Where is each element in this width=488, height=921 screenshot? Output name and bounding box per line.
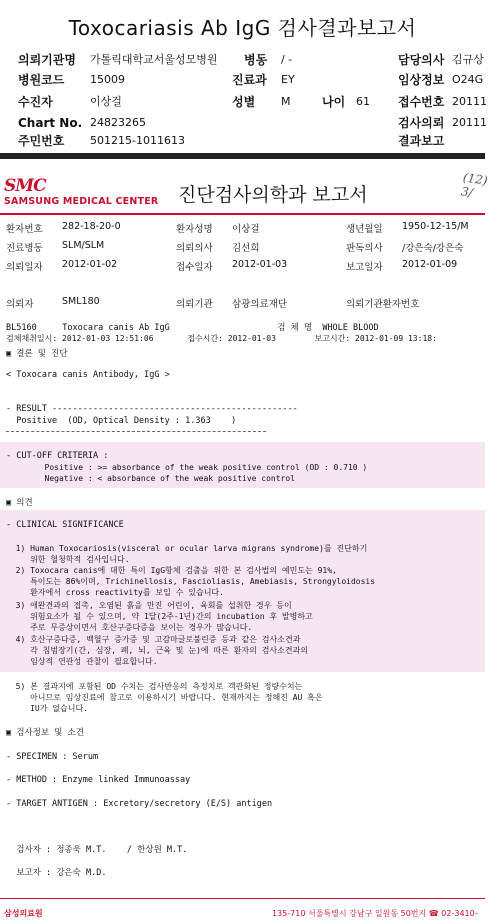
footer-org: 삼성의료원 bbox=[4, 909, 43, 918]
header-row-2 bbox=[18, 70, 484, 90]
label-department: 진료과 bbox=[232, 73, 267, 87]
clinical-item-5b: 아니므로 임상진료에 참고로 이용하시기 바랍니다. 현재까지는 정해진 AU 혹은 bbox=[6, 693, 323, 702]
label-resident-no: 주민번호 bbox=[18, 134, 65, 148]
label-sex: 성별 bbox=[232, 95, 256, 109]
handwritten-note: (12) 3/ bbox=[460, 170, 488, 200]
value-department: EY bbox=[281, 73, 295, 86]
value-birth-date: 1950-12-15/M bbox=[402, 221, 469, 232]
label-patient-no: 환자번호 bbox=[6, 224, 43, 235]
value-requesting-doctor: 김선희 bbox=[232, 243, 260, 254]
section-divider bbox=[0, 153, 485, 159]
value-patient-no: 282-18-20-0 bbox=[62, 221, 121, 232]
value-institution: 가톨릭대학교서울성모병원 bbox=[90, 53, 218, 66]
result-heading: - RESULT ------------------------------------------------ bbox=[6, 404, 298, 414]
label-institution-patient-no: 의뢰기관환자번호 bbox=[346, 299, 420, 310]
smc-center-name: SAMSUNG MEDICAL CENTER bbox=[4, 196, 159, 207]
result-positive: Positive (OD, Optical Density : 1.363 ) bbox=[6, 416, 237, 426]
label-requesting-doctor: 의뢰의사 bbox=[176, 243, 213, 254]
section-conclusion: ▣ 결론 및 진단 bbox=[6, 349, 68, 359]
value-sex: M bbox=[281, 95, 291, 108]
label-birth-date: 생년월일 bbox=[346, 224, 383, 235]
clinical-item-5a: 5) 본 결과지에 포함된 OD 수치는 검사반응의 측정치로 객관화된 정량수치는 bbox=[6, 682, 303, 691]
clinical-item-4b: 각 침범장기(간, 심장, 폐, 뇌, 근육 및 눈)에 따른 환자의 검사소견과의 bbox=[6, 646, 309, 655]
label-patient-name: 환자성명 bbox=[176, 224, 213, 235]
clinical-item-2c: 환자에서 cross reactivity를 보일 수 있습니다. bbox=[6, 588, 224, 597]
value-patient-name: 이상걸 bbox=[232, 224, 260, 235]
value-hospital-code: 15009 bbox=[90, 73, 125, 86]
label-clinical-info: 임상정보 bbox=[398, 73, 445, 87]
label-reading-doctor: 판독의사 bbox=[346, 243, 383, 254]
clinical-item-3a: 3) 애완견과의 접촉, 오염된 흙을 만진 어린이, 육회를 섭취한 경우 등이 bbox=[6, 601, 292, 610]
value-request-date: 2012-01-02 bbox=[62, 259, 118, 270]
cutoff-positive: Positive : >= absorbance of the weak positive control (OD : 0.710 ) bbox=[6, 463, 368, 472]
cutoff-heading: - CUT-OFF CRITERIA : bbox=[6, 451, 109, 461]
value-age: 61 bbox=[356, 95, 370, 108]
label-request-date: 의뢰일자 bbox=[6, 262, 43, 273]
clinical-item-1a: 1) Human Toxocariosis(visceral or ocular larva migrans syndrome)를 진단하기 bbox=[6, 544, 368, 553]
section-opinion: ▣ 의견 bbox=[6, 498, 33, 508]
specimen-line: - SPECIMEN : Serum bbox=[6, 752, 99, 762]
result-rule bbox=[6, 431, 266, 432]
clinical-item-3c: 주로 무증상이면서 호산구증다증을 보이는 경우가 많습니다. bbox=[6, 623, 253, 632]
label-requester: 의뢰자 bbox=[6, 299, 34, 310]
test-code-line: BL5160 Toxocara canis Ab IgG 검 체 명 WHOLE BLOOD bbox=[6, 323, 379, 333]
header-row-5 bbox=[18, 131, 445, 151]
label-report-date: 보고일자 bbox=[346, 262, 383, 273]
header-red-line bbox=[0, 213, 485, 215]
clinical-item-4c: 임상적 연관성 관찰이 필요합니다. bbox=[6, 657, 158, 666]
label-result-report: 결과보고 bbox=[398, 134, 445, 148]
value-doctor: 김규상 bbox=[452, 53, 484, 66]
label-hospital-code: 병원코드 bbox=[18, 73, 65, 87]
clinical-item-4a: 4) 호산구증다증, 백혈구 증가증 및 고감마글로불린증 등과 같은 검사소견과 bbox=[6, 635, 301, 644]
report-title: 진단검사의학과 보고서 bbox=[178, 184, 368, 206]
label-requesting-institution: 의뢰기관 bbox=[176, 299, 213, 310]
clinical-item-5c: IU가 없습니다. bbox=[6, 704, 88, 713]
antibody-heading: < Toxocara canis Antibody, IgG > bbox=[6, 370, 170, 380]
footer-address: 135-710 서울특별시 강남구 일원동 50번지 ☎ 02-3410- bbox=[272, 909, 478, 918]
reporter-line: 보고자 : 강은숙 M.D. bbox=[6, 868, 107, 878]
tester-line: 검사자 : 정종욱 M.T. / 한상원 M.T. bbox=[6, 845, 188, 855]
value-chart-no: 24823265 bbox=[90, 116, 146, 129]
clinical-item-3b: 위험요소가 될 수 있으며, 약 1달(2주-1년)간의 incubation 후 발병하고 bbox=[6, 612, 313, 621]
value-requester: SML180 bbox=[62, 296, 100, 307]
smc-logo-text: SMC bbox=[4, 176, 46, 196]
clinical-item-1b: 위한 혈청학적 검사입니다. bbox=[6, 555, 130, 564]
test-time-line: 검체채취일시: 2012-01-03 12:51:06 접수시간: 2012-01-03 보고시간: 2012-01-09 13:18: bbox=[6, 334, 437, 343]
label-request: 검사의뢰 bbox=[398, 116, 445, 130]
clinical-item-2b: 특이도는 86%이며, Trichinellosis, Fascioliasis, Amebiasis, Strongyloidosis bbox=[6, 577, 376, 586]
value-receipt-no: 20111 bbox=[452, 95, 487, 108]
antigen-line: - TARGET ANTIGEN : Excretory/secretory (E/S) antigen bbox=[6, 799, 273, 809]
value-patient: 이상걸 bbox=[90, 95, 122, 108]
label-receipt-date: 접수일자 bbox=[176, 262, 213, 273]
section-test-info: ▣ 검사정보 및 소견 bbox=[6, 728, 84, 738]
smc-logo bbox=[4, 176, 158, 207]
header-row-4 bbox=[18, 113, 487, 133]
method-line: - METHOD : Enzyme linked Immunoassay bbox=[6, 775, 191, 785]
report-footer bbox=[0, 898, 485, 921]
label-receipt-no: 접수번호 bbox=[398, 95, 445, 109]
label-ward-2: 진료병동 bbox=[6, 243, 43, 254]
value-receipt-date: 2012-01-03 bbox=[232, 259, 288, 270]
header-row-3 bbox=[18, 92, 487, 112]
label-patient: 수진자 bbox=[18, 95, 53, 109]
label-chart-no: Chart No. bbox=[18, 116, 83, 130]
label-ward: 병동 bbox=[244, 53, 268, 67]
clinical-heading: - CLINICAL SIGNIFICANCE bbox=[6, 520, 124, 530]
clinical-item-2a: 2) Toxocara canis에 대한 특이 IgG항체 검출을 위한 본 검사법의 예민도는 91%, bbox=[6, 566, 337, 575]
value-clinical-info: O24G bbox=[452, 73, 484, 86]
value-requesting-institution: 삼광의료재단 bbox=[232, 299, 288, 310]
label-doctor: 담당의사 bbox=[398, 53, 445, 67]
value-request: 20111 bbox=[452, 116, 487, 129]
value-reading-doctor: /강은숙/강은숙 bbox=[402, 243, 464, 254]
label-institution: 의뢰기관명 bbox=[18, 53, 76, 67]
report-main-title: Toxocariasis Ab IgG 검사결과보고서 bbox=[68, 16, 417, 40]
header-row-1 bbox=[18, 50, 484, 70]
cutoff-negative: Negative : < absorbance of the weak positive control bbox=[6, 474, 295, 483]
label-age: 나이 bbox=[322, 95, 346, 109]
value-resident-no: 501215-1011613 bbox=[90, 134, 185, 147]
value-ward-2: SLM/SLM bbox=[62, 240, 105, 251]
value-report-date: 2012-01-09 bbox=[402, 259, 458, 270]
value-ward: / - bbox=[281, 53, 293, 66]
